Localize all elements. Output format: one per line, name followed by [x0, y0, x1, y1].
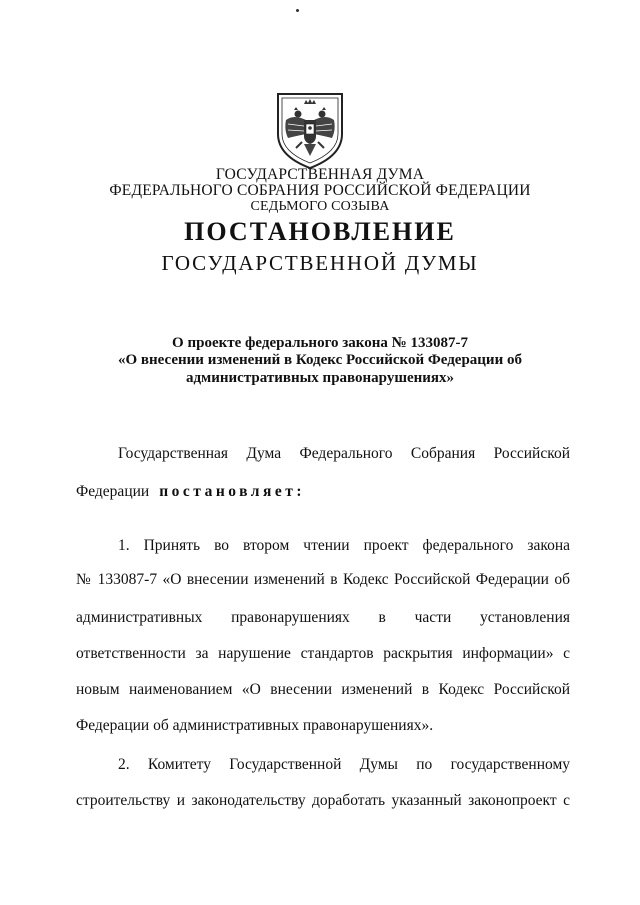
org-line-3: СЕДЬМОГО СОЗЫВА	[250, 199, 390, 214]
subject-line-2: «О внесении изменений в Кодекс Российской Федерации об	[118, 352, 522, 368]
subject-line-3: административных правонарушениях»	[185, 370, 455, 386]
item1-line-3: административных правонарушениях в части установления	[76, 609, 570, 626]
preamble-line-2	[76, 483, 570, 501]
preamble-line-1: Государственная Дума Федерального Собрания Российской	[118, 445, 570, 462]
item2-line-1: 2. Комитету Государственной Думы по государственному	[118, 756, 570, 773]
item1-line-2: № 133087-7 «О внесении изменений в Кодекс Российской Федерации об	[76, 571, 570, 588]
item1-line-4: ответственности за нарушение стандартов раскрытия информации» с	[76, 645, 570, 662]
subject-line-1: О проекте федерального закона № 133087-7	[172, 335, 468, 351]
decree-word: постановляет:	[159, 483, 306, 500]
org-line-1: ГОСУДАРСТВЕННАЯ ДУМА	[215, 166, 425, 183]
document-type-subtitle: ГОСУДАРСТВЕННОЙ ДУМЫ	[161, 251, 479, 275]
coat-of-arms-emblem	[270, 90, 350, 170]
document-type-title: ПОСТАНОВЛЕНИЕ	[184, 217, 456, 246]
org-line-2: ФЕДЕРАЛЬНОГО СОБРАНИЯ РОССИЙСКОЙ ФЕДЕРАЦИИ	[109, 182, 531, 199]
scan-speck	[296, 9, 299, 12]
item1-line-1: 1. Принять во втором чтении проект федерального закона	[118, 537, 570, 554]
item2-line-2: строительству и законодательству доработать указанный законопроект с	[76, 792, 570, 809]
double-headed-eagle-icon	[270, 90, 350, 170]
item1-line-5: новым наименованием «О внесении изменений в Кодекс Российской	[76, 681, 570, 698]
preamble-federation-word: Федерации	[76, 483, 150, 500]
item1-line-6: Федерации об административных правонарушениях».	[76, 717, 434, 734]
